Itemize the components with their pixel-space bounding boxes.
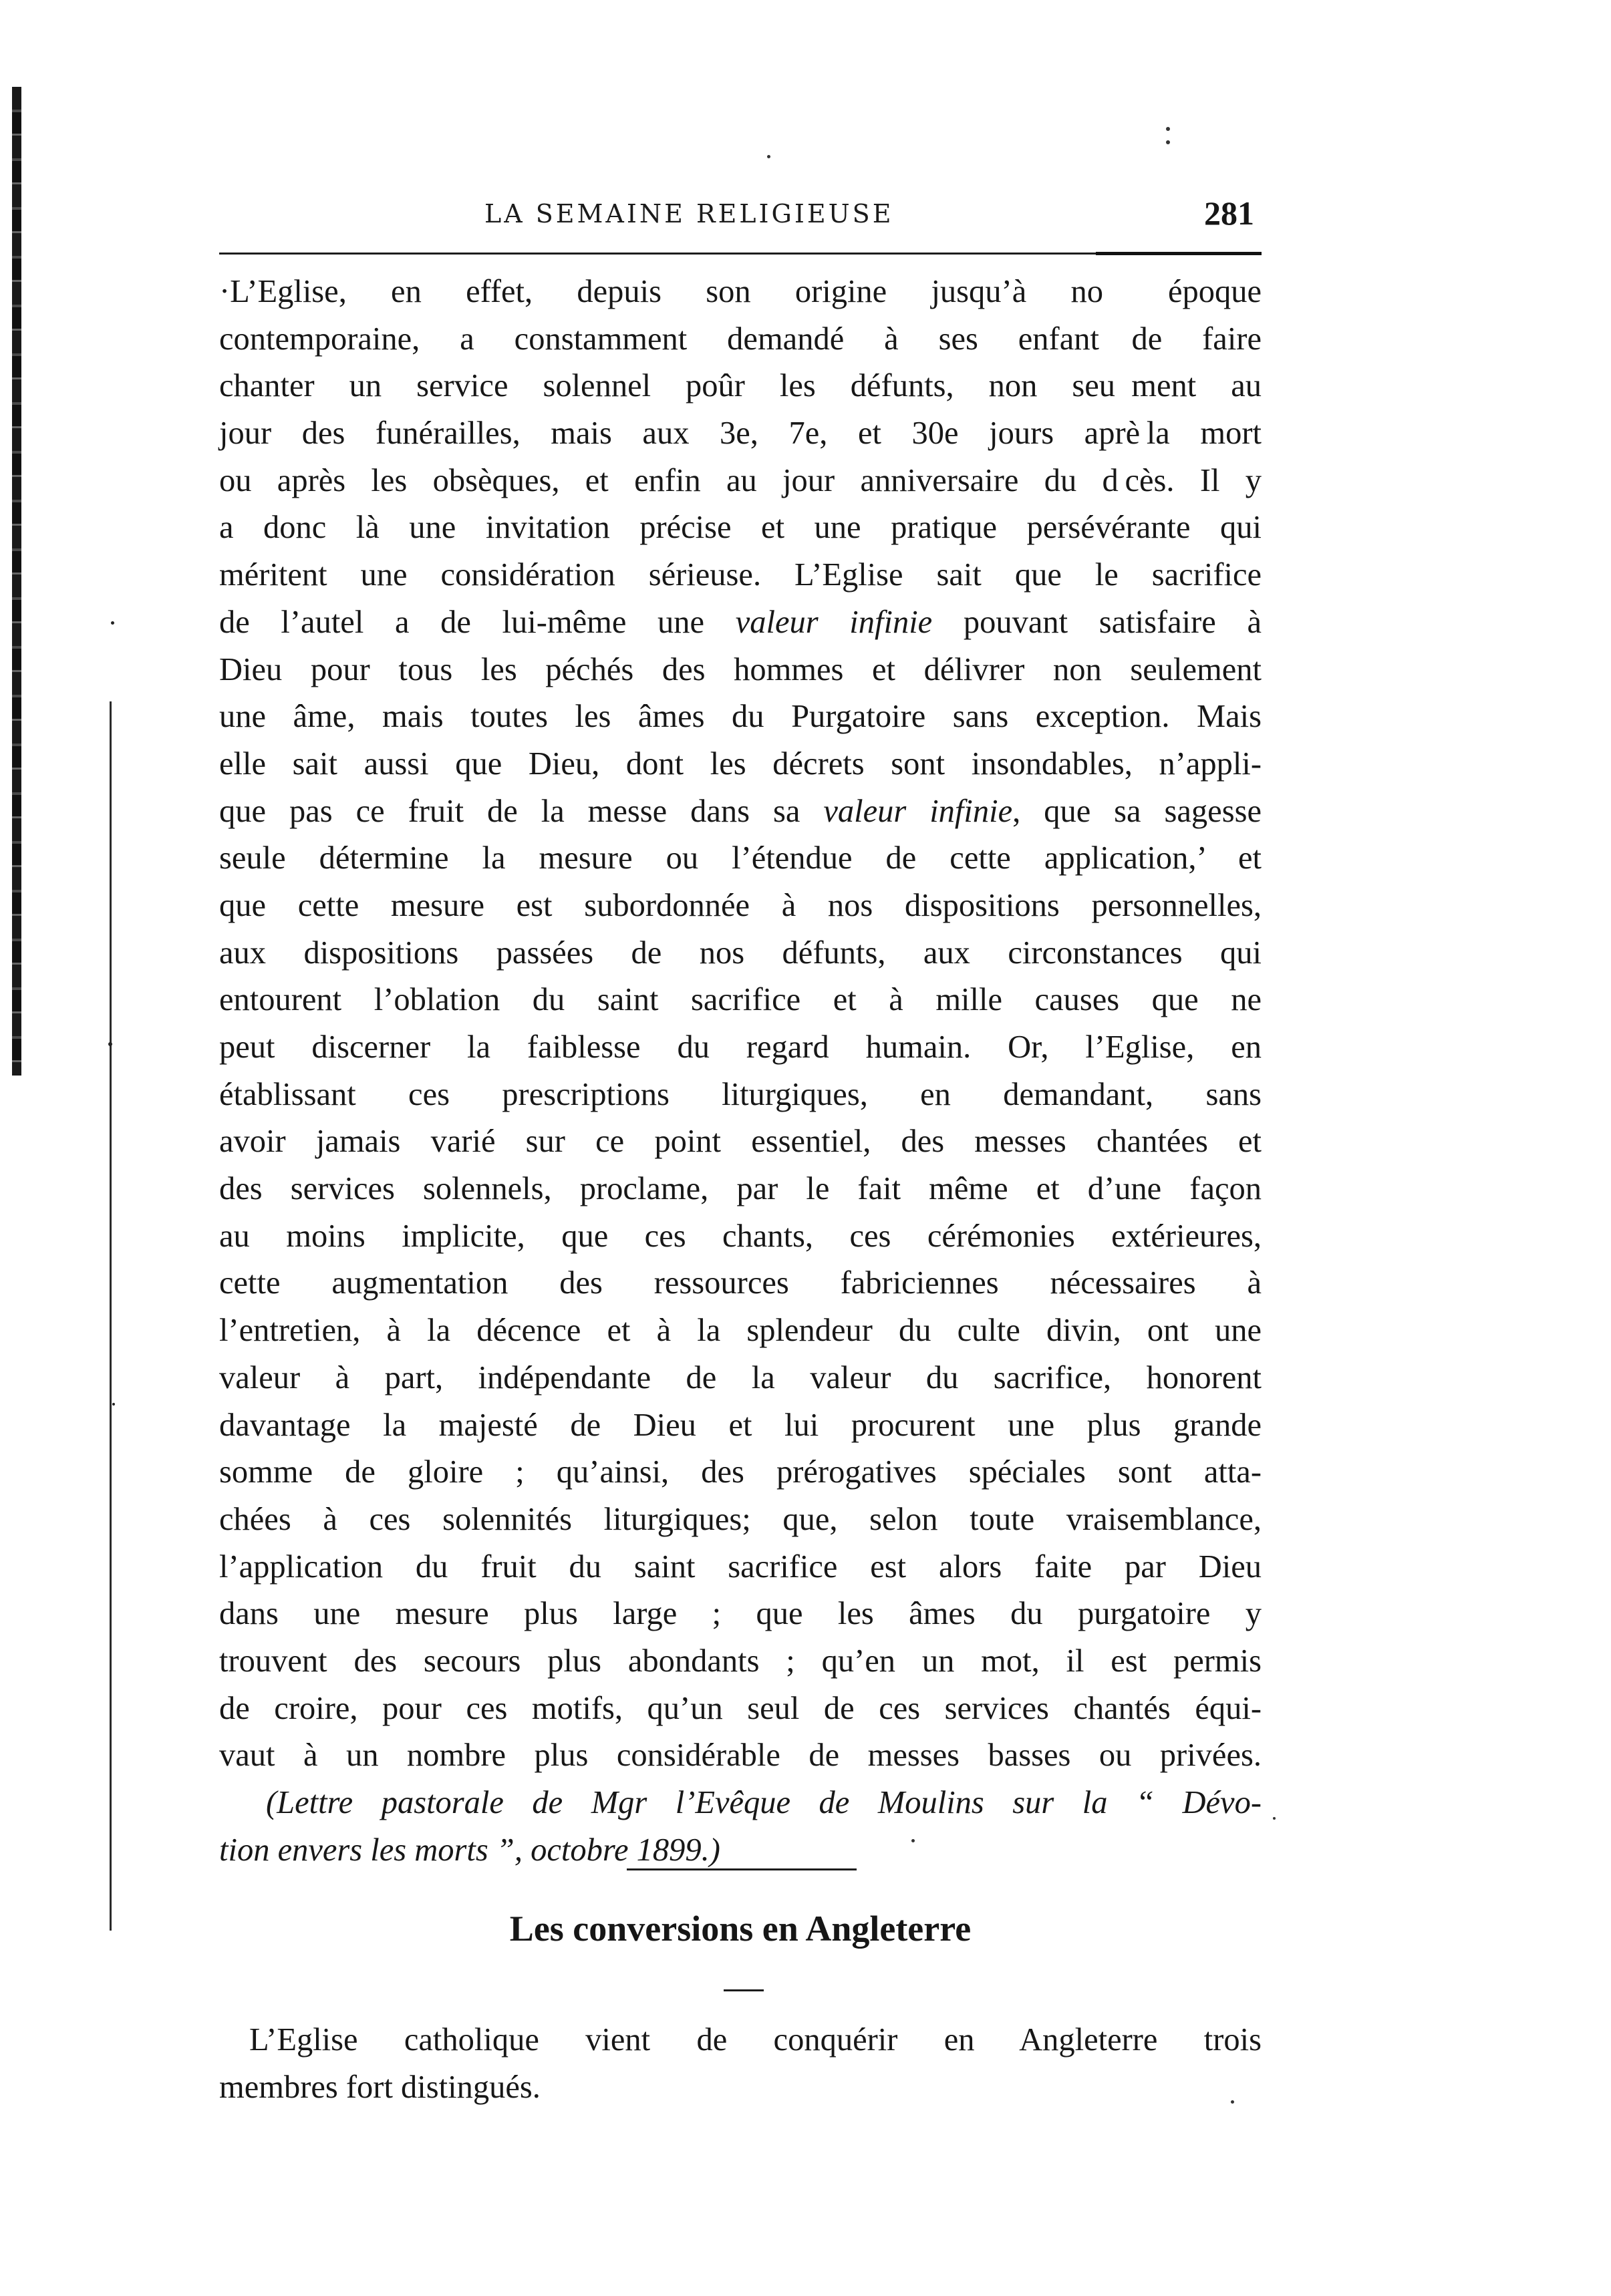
- page-speck: [1273, 1817, 1276, 1820]
- text-line: trouvent des secours plus abondants ; qu’en un mot, il est permis: [219, 1643, 1262, 1679]
- binding-speck: [112, 1403, 115, 1406]
- text-line: des services solennels, proclame, par le fait même et d’une façon: [219, 1171, 1262, 1207]
- text-line-with-italic: que pas ce fruit de la messe dans sa valeur infinie, que sa sagesse: [219, 793, 1262, 829]
- section-title: Les conversions en Angleterre: [509, 1909, 972, 1949]
- running-title: LA SEMAINE RELIGIEUSE: [484, 199, 894, 228]
- text-line: dans une mesure plus large ; que les âmes du purgatoire y: [219, 1596, 1262, 1632]
- section-separator-rule: [627, 1868, 857, 1870]
- text-line: l’application du fruit du saint sacrifice est alors faite par Dieu: [219, 1548, 1262, 1585]
- text-line: une âme, mais toutes les âmes du Purgatoire sans exception. Mais: [219, 699, 1262, 735]
- page-number: 281: [1204, 194, 1254, 232]
- article-body: [219, 269, 1262, 1874]
- text-line: valeur à part, indépendante de la valeur du sacrifice, honorent: [219, 1359, 1262, 1396]
- binding-edge-shadow: [12, 87, 21, 1076]
- text-line: ou après les obsèques, et enfin au jour anniversaire du d cès. Il y: [219, 462, 1262, 498]
- text-line: avoir jamais varié sur ce point essentiel, des messes chantées et: [219, 1124, 1262, 1160]
- text-line: davantage la majesté de Dieu et lui procurent une plus grande: [219, 1407, 1262, 1443]
- text-line: cette augmentation des ressources fabriciennes nécessaires à: [219, 1265, 1262, 1301]
- text-line: peut discerner la faiblesse du regard humain. Or, l’Eglise, en: [219, 1029, 1262, 1065]
- section-body: [219, 2016, 1262, 2110]
- page-speck: [1166, 127, 1170, 131]
- text-line: entourent l’oblation du saint sacrifice et à mille causes que ne: [219, 982, 1262, 1018]
- text-line: ·L’Eglise, en effet, depuis son origine jusqu’à no époque: [219, 274, 1262, 309]
- text-line: membres fort distingués.: [219, 2069, 541, 2105]
- text-line: contemporaine, a constamment demandé à ses enfant de faire: [219, 321, 1262, 357]
- text-line: au moins implicite, que ces chants, ces cérémonies extérieures,: [219, 1218, 1262, 1254]
- text-line: a donc là une invitation précise et une pratique persévérante qui: [219, 510, 1262, 546]
- italic-phrase: valeur infinie: [735, 604, 933, 640]
- text-line: aux dispositions passées de nos défunts, aux circonstances qui: [219, 935, 1262, 971]
- text-line: L’Eglise catholique vient de conquérir en Angleterre trois: [249, 2022, 1262, 2058]
- text-line: chanter un service solennel poûr les défunts, non seu ment au: [219, 368, 1262, 404]
- text-line: jour des funérailles, mais aux 3e, 7e, et 30e jours aprè la mort: [219, 416, 1262, 452]
- citation-line: tion envers les morts ”, octobre 1899.): [219, 1832, 720, 1868]
- text-line-with-italic: de l’autel a de lui-même une valeur infinie pouvant satisfaire à: [219, 604, 1262, 640]
- binding-edge-line: [110, 701, 112, 1931]
- text-line: somme de gloire ; qu’ainsi, des prérogatives spéciales sont atta-: [219, 1454, 1262, 1490]
- text-line: que cette mesure est subordonnée à nos dispositions personnelles,: [219, 887, 1262, 923]
- page-speck: [1166, 140, 1170, 144]
- text-line: chées à ces solennités liturgiques; que, selon toute vraisemblance,: [219, 1501, 1262, 1537]
- text-line: seule détermine la mesure ou l’étendue de cette application,’ et: [219, 840, 1262, 876]
- binding-speck: [111, 621, 114, 625]
- section-dash: [724, 1989, 764, 1991]
- text-line: vaut à un nombre plus considérable de messes basses ou privées.: [219, 1738, 1262, 1774]
- text-line: de croire, pour ces motifs, qu’un seul de ces services chantés équi-: [219, 1690, 1262, 1726]
- italic-phrase: valeur infinie: [823, 793, 1013, 829]
- header-rule-accent: [1096, 252, 1262, 255]
- page-speck: [767, 155, 770, 158]
- text-line: l’entretien, à la décence et à la splendeur du culte divin, ont une: [219, 1313, 1262, 1349]
- text-line: méritent une considération sérieuse. L’Eglise sait que le sacrifice: [219, 557, 1262, 593]
- text-line: elle sait aussi que Dieu, dont les décrets sont insondables, n’appli-: [219, 746, 1262, 782]
- text-line: Dieu pour tous les péchés des hommes et délivrer non seulement: [219, 651, 1262, 687]
- text-line: établissant ces prescriptions liturgiques, en demandant, sans: [219, 1076, 1262, 1112]
- citation-line: (Lettre pastorale de Mgr l’Evêque de Moulins sur la “ Dévo-: [266, 1785, 1262, 1820]
- page-header: [484, 194, 1260, 234]
- binding-speck: [108, 1042, 112, 1046]
